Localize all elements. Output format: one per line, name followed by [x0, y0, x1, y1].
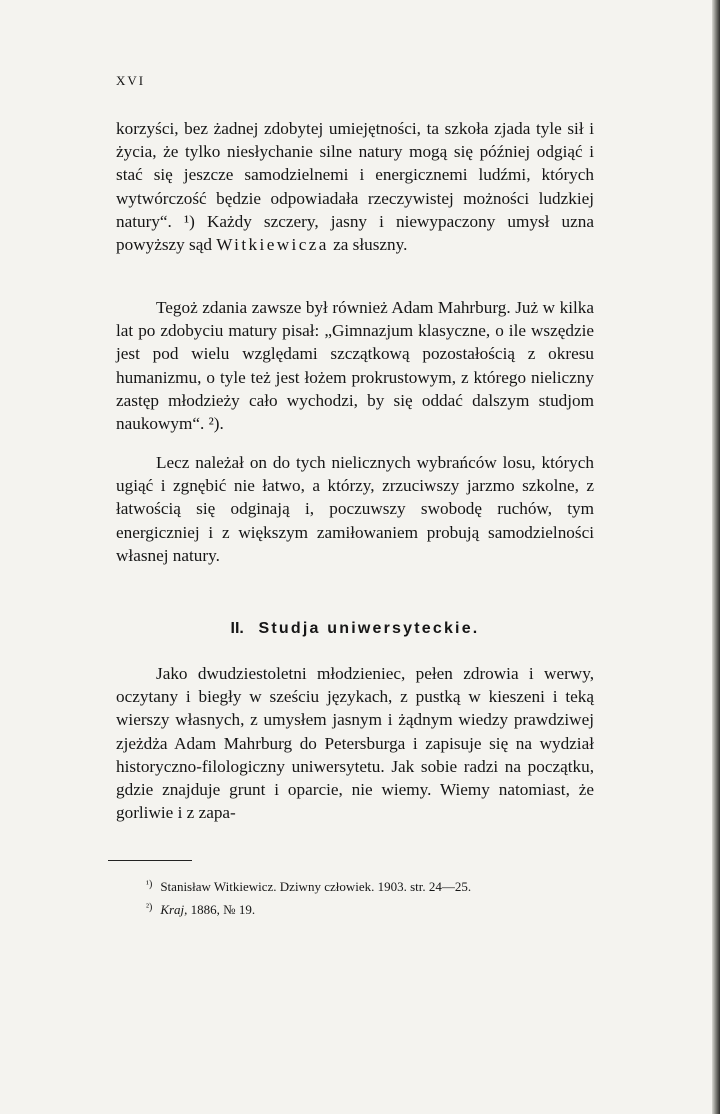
- paragraph-mahrburg-opinion: [116, 296, 594, 435]
- footnote-2: [146, 899, 255, 918]
- footnote-source: Kraj,: [160, 902, 188, 917]
- footnote-text: Stanisław Witkiewicz. Dziwny człowiek. 1903. str. 24—25.: [160, 879, 472, 894]
- author-name-spaced: Witkiewicza: [216, 235, 329, 255]
- paragraph-university: [116, 662, 594, 824]
- footnote-text: 1886, № 19.: [190, 902, 256, 917]
- paragraph-text: [116, 117, 594, 256]
- section-heading: [116, 620, 594, 638]
- footnote-1: [146, 876, 471, 895]
- scan-edge: [712, 0, 720, 1114]
- paragraph-continued: [116, 117, 594, 256]
- page-number: XVI: [116, 73, 146, 88]
- paragraph-text: Lecz należał on do tych nielicznych wybrańców losu, których ugiąć i zgnębić nie łatwo, a którzy, zrzuciwszy jarzmo szkolne, z łatwością się odginają i, poczuwszy swobodę ruchów, tym energiczniej i z większym zamiłowaniem probują samodzielności własnej natury.: [116, 453, 594, 565]
- paragraph-text-b: za słuszny.: [333, 235, 408, 255]
- footnote-mark: ¹): [146, 879, 153, 890]
- section-title: Studja uniwersyteckie.: [258, 620, 480, 637]
- paragraph-text: Tegoż zdania zawsze był również Adam Mahrburg. Już w kilka lat po zdobyciu matury pisał: „Gimnazjum klasyczne, o ile wszędzie jest pod wielu względami szczątkową pozostałością z okresu humanizmu, o tyle też jest łożem prokrustowym, z którego nieliczny zastęp młodzieży cało wychodzi, by się oddać dalszym studjom naukowym“. ²).: [116, 298, 594, 434]
- paragraph-chosen-few: [116, 451, 594, 567]
- paragraph-text-a: korzyści, bez żadnej zdobytej umiejętności, ta szkoła zjada tyle sił i życia, że tylko niesłychanie silne natury mogą się później odgiąć i stać się jeszcze samodzielnemi i energicznemi ludźmi, których wytwórczość będzie odpowiadała rzeczywistej możności ludzkiej natury“. ¹) Każdy szczery, jasny i niewypaczony umysł uzna powyższy sąd: [116, 119, 594, 255]
- paragraph-text: Jako dwudziestoletni młodzieniec, pełen zdrowia i werwy, oczytany i biegły w sześciu językach, z pustką w kieszeni i teką wierszy własnych, z umysłem jasnym i żądnym wiedzy prawdziwej zjeżdża Adam Mahrburg do Petersburga i zapisuje się na wydział historyczno-filologiczny uniwersytetu. Jak sobie radzi na początku, gdzie znajduje grunt i oparcie, nie wiemy. Wiemy natomiast, że gorliwie i z zapa-: [116, 664, 594, 823]
- footnote-mark: ²): [146, 902, 153, 913]
- section-number: II.: [230, 620, 244, 637]
- footnote-divider: [108, 860, 192, 861]
